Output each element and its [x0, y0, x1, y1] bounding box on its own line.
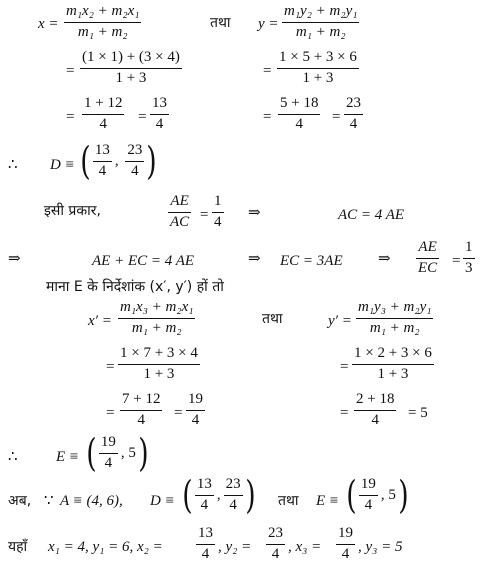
one-third-fraction	[463, 240, 475, 277]
E-x-denominator: 4	[104, 454, 113, 471]
tatha-label: तथा	[262, 311, 283, 327]
x-prime-step1-numerator: 1 × 7 + 3 × 4	[118, 346, 200, 365]
y-step1-numerator: 1 × 5 + 3 × 6	[277, 50, 359, 69]
E-coordinates-summary: ( $\frac{19}{4}$ , 5 )	[346, 473, 409, 517]
D-y-numerator: 23	[125, 143, 144, 162]
x-result-fraction	[150, 96, 169, 133]
E-x-denominator: 4	[364, 496, 373, 513]
D-y-denominator: 4	[131, 162, 139, 179]
y-step2-fraction	[278, 96, 320, 133]
tatha-label: तथा	[210, 15, 231, 31]
y-step2-numerator: 5 + 18	[278, 96, 320, 115]
equals-sign: =	[106, 405, 115, 421]
equals-sign: =	[340, 359, 349, 375]
x-prime-result-numerator: 19	[186, 392, 205, 411]
x2-fraction	[196, 526, 215, 563]
x-prime-numerator: m₁x₃ + m₂x₁	[118, 300, 195, 319]
y-result-denominator: 4	[349, 115, 358, 132]
E-y-value: , 5	[120, 444, 136, 461]
therefore-symbol: ∴	[8, 449, 18, 465]
y-formula-denominator: m₁ + m₂	[295, 23, 346, 40]
ec-equation: EC = 3AE	[280, 253, 343, 269]
D-x-denominator: 4	[200, 496, 209, 513]
A-coordinates: A ≡ (4, 6),	[60, 493, 123, 509]
y-prime-step2-numerator: 2 + 18	[354, 392, 396, 411]
y-step1-fraction	[277, 50, 359, 87]
D-coordinates-summary: ( $\frac{13}{4}$ , $\frac{23}{4}$ )	[182, 473, 256, 517]
E-x-numerator: 19	[99, 435, 118, 454]
D-y-numerator: 23	[224, 477, 243, 496]
y-formula-numerator: m₁y₂ + m₂y₁	[282, 4, 359, 23]
y-formula-fraction	[282, 4, 359, 41]
y-lhs: y =	[258, 16, 279, 32]
y-result-numerator: 23	[344, 96, 363, 115]
x-prime-step1-fraction	[118, 346, 200, 383]
equals-sign: =	[106, 359, 115, 375]
x-lhs: x =	[38, 16, 59, 32]
x-prime-step2-numerator: 7 + 12	[120, 392, 162, 411]
ae-numerator: AE	[168, 194, 190, 213]
D-x-numerator: 13	[93, 143, 112, 162]
x-prime-result-fraction	[186, 392, 205, 429]
because-symbol: ∵	[44, 493, 54, 509]
ae-ec-fraction	[416, 240, 439, 277]
equals-sign: =	[263, 109, 272, 125]
y-prime-formula-fraction	[356, 300, 433, 337]
x-prime-step2-fraction	[120, 392, 162, 429]
x-formula-numerator: m₁x₂ + m₂x₁	[64, 4, 141, 23]
E-lhs: E ≡	[316, 493, 340, 509]
y-step1-denominator: 1 + 3	[302, 69, 334, 86]
E-x-fraction	[99, 435, 118, 472]
equals-sign: =	[332, 109, 341, 125]
y-prime-step2-denominator: 4	[371, 411, 379, 428]
x-step1-denominator: 1 + 3	[115, 69, 147, 86]
y-prime-step1-fraction	[352, 346, 434, 383]
implies-arrow: ⇒	[378, 251, 391, 267]
E-x-fraction	[359, 477, 378, 514]
D-x-numerator: 13	[195, 477, 214, 496]
y-prime-step1-numerator: 1 × 2 + 3 × 6	[352, 346, 434, 365]
mana-intro-text: माना E के निर्देशांक (x′, y′) हों तो	[46, 279, 224, 295]
D-coordinates: ( $\frac{13}{4}$ , $\frac{23}{4}$ )	[80, 139, 157, 183]
x-result-numerator: 13	[150, 96, 169, 115]
equals-sign: =	[340, 405, 349, 421]
ac-equation: AC = 4 AE	[338, 207, 405, 223]
y2-denominator: 4	[271, 545, 280, 562]
D-x-fraction	[195, 477, 214, 514]
D-x-fraction	[93, 143, 112, 180]
values-part-a: x₁ = 4, y₁ = 6, x₂ =	[48, 539, 163, 555]
y-prime-step1-denominator: 1 + 3	[377, 365, 409, 382]
four-denominator: 4	[214, 213, 222, 230]
E-x-numerator: 19	[359, 477, 378, 496]
E-y-value: , 5	[380, 486, 396, 503]
x-formula-fraction	[64, 4, 141, 41]
ec-denominator: EC	[418, 259, 438, 276]
values-part-c: , x₃ =	[288, 539, 322, 555]
y-result-fraction	[344, 96, 363, 133]
equals-sign: =	[200, 207, 209, 223]
x-prime-step2-denominator: 4	[137, 411, 145, 428]
D-lhs: D ≡	[150, 493, 175, 509]
x2-numerator: 13	[196, 526, 215, 545]
ab-text: अब,	[8, 493, 32, 509]
x3-denominator: 4	[341, 545, 350, 562]
ae-ec-equation: AE + EC = 4 AE	[92, 253, 195, 269]
one-fourth-fraction	[212, 194, 224, 231]
x-prime-result-denominator: 4	[191, 411, 200, 428]
y-step2-denominator: 4	[295, 115, 303, 132]
y-prime-denominator: m₁ + m₂	[369, 319, 420, 336]
implies-arrow: ⇒	[8, 251, 21, 267]
D-x-denominator: 4	[98, 162, 107, 179]
ac-denominator: AC	[170, 213, 190, 230]
implies-arrow: ⇒	[248, 251, 261, 267]
D-y-fraction	[224, 477, 243, 514]
y-prime-lhs: y′ =	[328, 313, 352, 329]
values-part-b: , y₂ =	[218, 539, 252, 555]
x-step2-denominator: 4	[99, 115, 107, 132]
one-numerator: 1	[212, 194, 224, 213]
x2-denominator: 4	[201, 545, 210, 562]
x3-numerator: 19	[336, 526, 355, 545]
x-prime-denominator: m₁ + m₂	[131, 319, 182, 336]
y2-numerator: 23	[266, 526, 285, 545]
three-denominator: 3	[465, 259, 473, 276]
x-prime-step1-denominator: 1 + 3	[143, 365, 175, 382]
yahan-text: यहाँ	[8, 539, 28, 555]
equals-sign: =	[66, 63, 75, 79]
x-step1-fraction	[80, 50, 182, 87]
isi-prakar-text: इसी प्रकार,	[44, 203, 101, 219]
D-y-denominator: 4	[229, 496, 237, 513]
equals-sign: =	[138, 109, 147, 125]
tatha-label: तथा	[278, 493, 299, 509]
x-prime-lhs: x′ =	[88, 313, 112, 329]
equals-sign: =	[452, 253, 461, 269]
x-prime-formula-fraction	[118, 300, 195, 337]
equals-sign: =	[66, 109, 75, 125]
x-step1-numerator: (1 × 1) + (3 × 4)	[80, 50, 182, 69]
ae-ac-fraction	[168, 194, 191, 231]
E-lhs: E ≡	[56, 449, 80, 465]
implies-arrow: ⇒	[248, 205, 261, 221]
D-lhs: D ≡	[50, 157, 75, 173]
ae-numerator: AE	[416, 240, 438, 259]
y-prime-step2-fraction	[354, 392, 396, 429]
E-coordinates: ( $\frac{19}{4}$ , 5 )	[86, 431, 149, 475]
x-step2-numerator: 1 + 12	[82, 96, 124, 115]
therefore-symbol: ∴	[8, 157, 18, 173]
equals-sign: =	[263, 63, 272, 79]
x-formula-denominator: m₁ + m₂	[77, 23, 128, 40]
x-step2-fraction	[82, 96, 124, 133]
values-part-d: , y₃ = 5	[358, 539, 403, 555]
y-prime-numerator: m₁y₃ + m₂y₁	[356, 300, 433, 319]
D-y-fraction	[125, 143, 144, 180]
y-prime-result: = 5	[408, 405, 428, 421]
x-result-denominator: 4	[155, 115, 164, 132]
equals-sign: =	[174, 405, 183, 421]
x3-fraction	[336, 526, 355, 563]
y2-fraction	[266, 526, 285, 563]
one-numerator: 1	[463, 240, 475, 259]
